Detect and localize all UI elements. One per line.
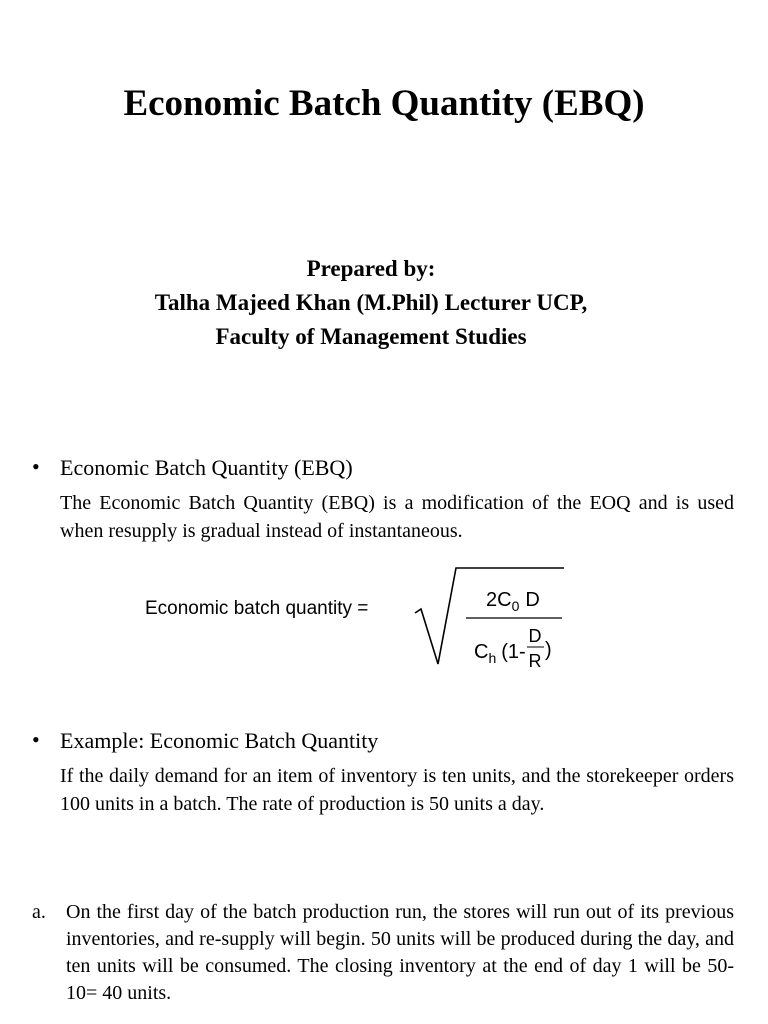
byline-prepared-by: Prepared by:	[306, 256, 436, 281]
list-item-text: On the first day of the batch production run, the stores will run out of its previous inventories, and re-supply will begin. 50 units will be produced during the day, and ten units will be consumed. The closing inventory at the end of day 1 will be 50-10= 40 units.	[66, 901, 734, 1004]
inner-numerator: D	[528, 626, 542, 646]
svg-text:2C0D	[486, 589, 540, 614]
numerator-2c: 2C	[486, 589, 512, 611]
bullet-icon: •	[32, 727, 40, 752]
formula-label: Economic batch quantity =	[145, 598, 369, 619]
denominator-subscript: h	[488, 650, 497, 666]
inner-denominator: R	[528, 651, 542, 671]
numerator-subscript: 0	[511, 598, 520, 614]
byline	[0, 252, 742, 354]
section-example-heading: Example: Economic Batch Quantity	[60, 728, 379, 753]
list-marker: a.	[32, 901, 46, 923]
denominator-close: )	[545, 639, 552, 661]
numerator-d: D	[525, 589, 540, 611]
formula-graphic	[140, 560, 580, 680]
denominator-c: C	[474, 641, 489, 663]
section-example-body: If the daily demand for an item of inventory is ten units, and the storekeeper orders 100 units in a batch. The rate of production is 50 units a day.	[60, 765, 734, 815]
ebq-formula	[140, 560, 580, 680]
page-title: Economic Batch Quantity (EBQ)	[123, 83, 645, 124]
byline-author: Talha Majeed Khan (M.Phil) Lecturer UCP,	[154, 290, 588, 315]
section-ebq-heading: Economic Batch Quantity (EBQ)	[60, 455, 353, 480]
denominator-open: (1-	[501, 641, 526, 663]
bullet-icon: •	[32, 454, 40, 479]
byline-faculty: Faculty of Management Studies	[215, 324, 527, 349]
steps-list	[32, 899, 734, 1007]
section-ebq-body: The Economic Batch Quantity (EBQ) is a modification of the EOQ and is used when resupply is gradual instead of instantaneous.	[60, 492, 734, 542]
svg-text:Ch(1-	[474, 641, 526, 666]
list-item	[32, 899, 734, 1007]
